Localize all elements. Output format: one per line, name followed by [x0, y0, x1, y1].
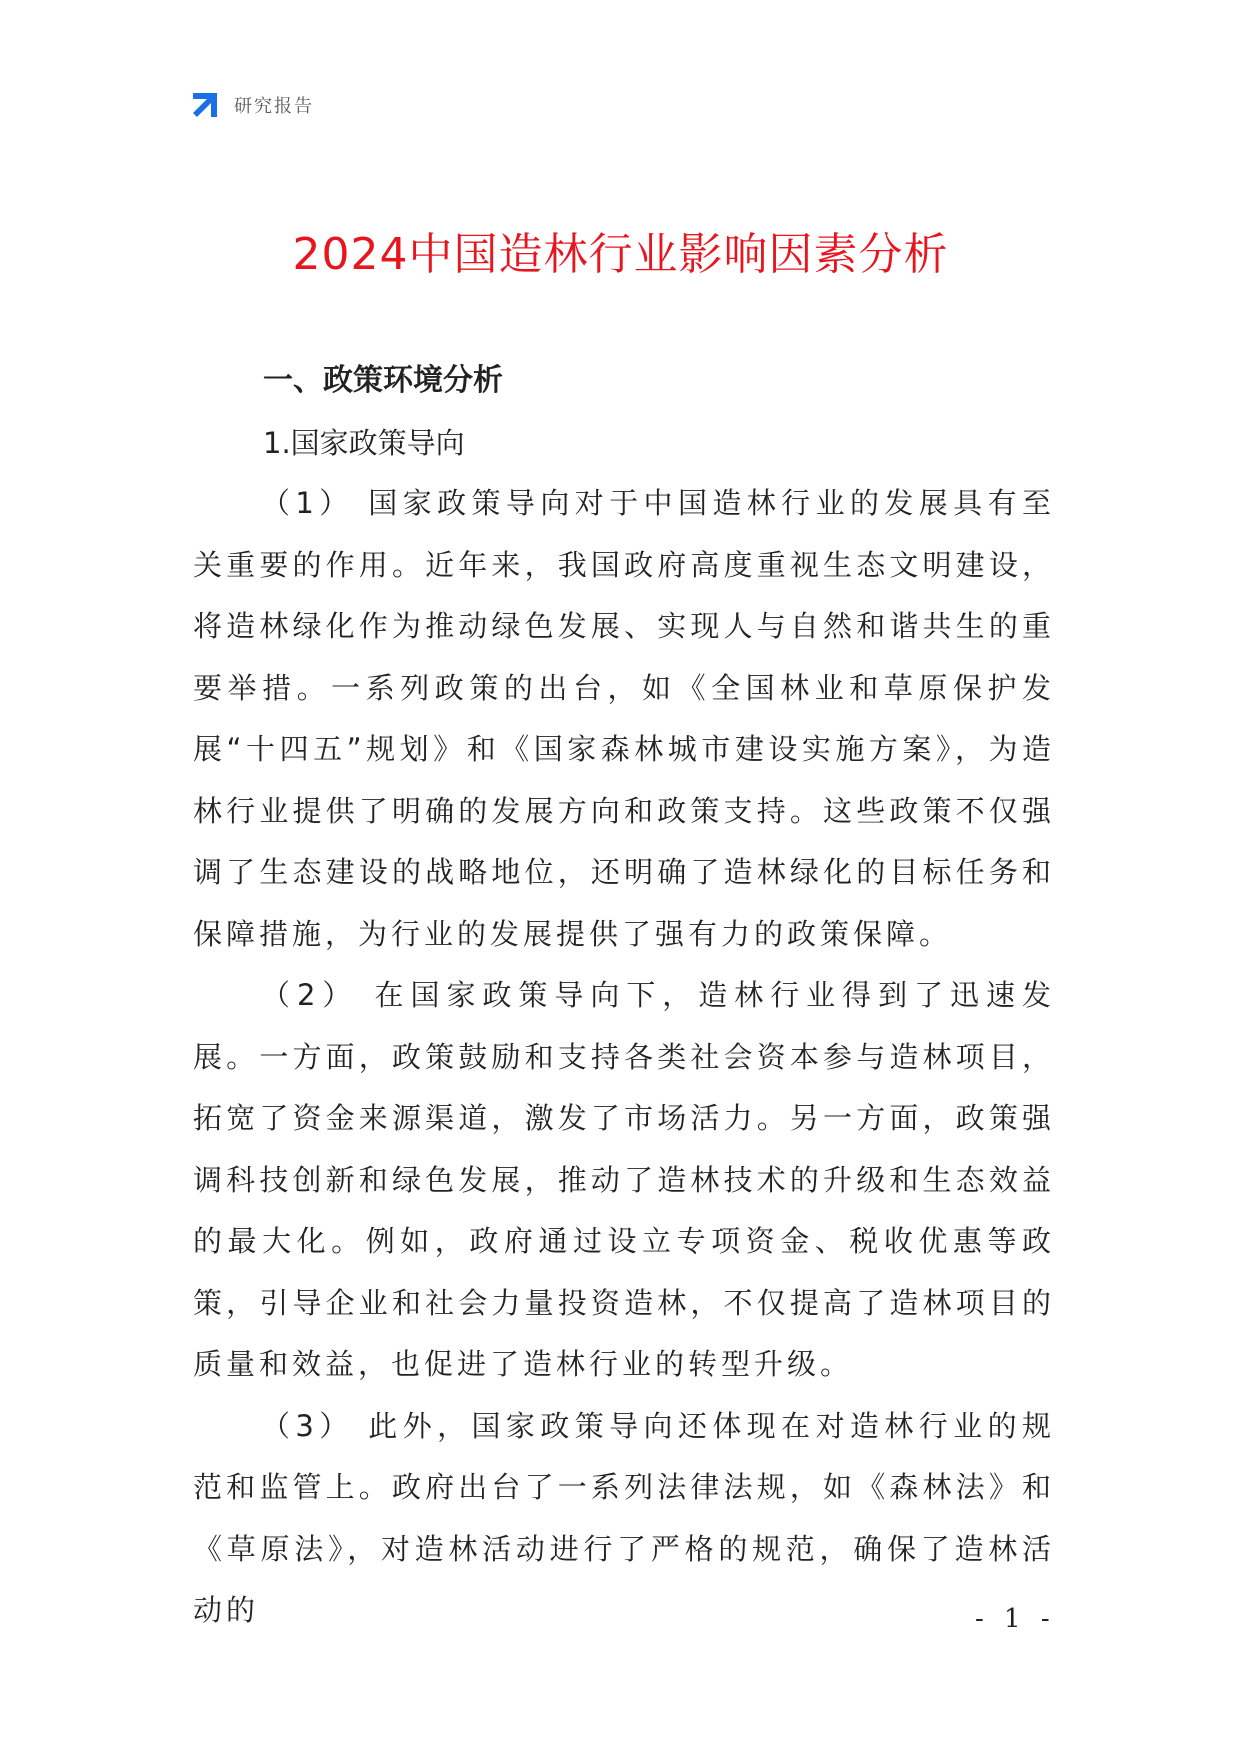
- paragraph-3: （3） 此外，国家政策导向还体现在对造林行业的规范和监管上。政府出台了一系列法律法规，如《森林法》和《草原法》，对造林活动进行了严格的规范，确保了造林活动的: [193, 1408, 1055, 1627]
- page-header: [190, 88, 314, 122]
- subsection-heading: 1.国家政策导向: [263, 426, 465, 460]
- page-number: - 1 -: [975, 1604, 1056, 1634]
- paragraph-2: （2） 在国家政策导向下，造林行业得到了迅速发展。一方面，政策鼓励和支持各类社会资本参与造林项目，拓宽了资金来源渠道，激发了市场活力。另一方面，政策强调科技创新和绿色发展，推动了造林技术的升级和生态效益的最大化。例如，政府通过设立专项资金、税收优惠等政策，引导企业和社会力量投资造林，不仅提高了造林项目的质量和效益，也促进了造林行业的转型升级。: [193, 978, 1055, 1381]
- document-body: [193, 355, 1055, 1642]
- arrow-up-right-icon: [190, 90, 220, 120]
- paragraph-1: （1） 国家政策导向对于中国造林行业的发展具有至关重要的作用。近年来，我国政府高度重视生态文明建设，将造林绿化作为推动绿色发展、实现人与自然和谐共生的重要举措。一系列政策的出台，如《全国林业和草原保护发展“十四五”规划》和《国家森林城市建设实施方案》，为造林行业提供了明确的发展方向和政策支持。这些政策不仅强调了生态建设的战略地位，还明确了造林绿化的目标任务和保障措施，为行业的发展提供了强有力的政策保障。: [193, 486, 1055, 951]
- document-title: 2024中国造林行业影响因素分析: [292, 229, 949, 280]
- header-label: 研究报告: [234, 96, 314, 117]
- section-heading: 一、政策环境分析: [263, 363, 503, 398]
